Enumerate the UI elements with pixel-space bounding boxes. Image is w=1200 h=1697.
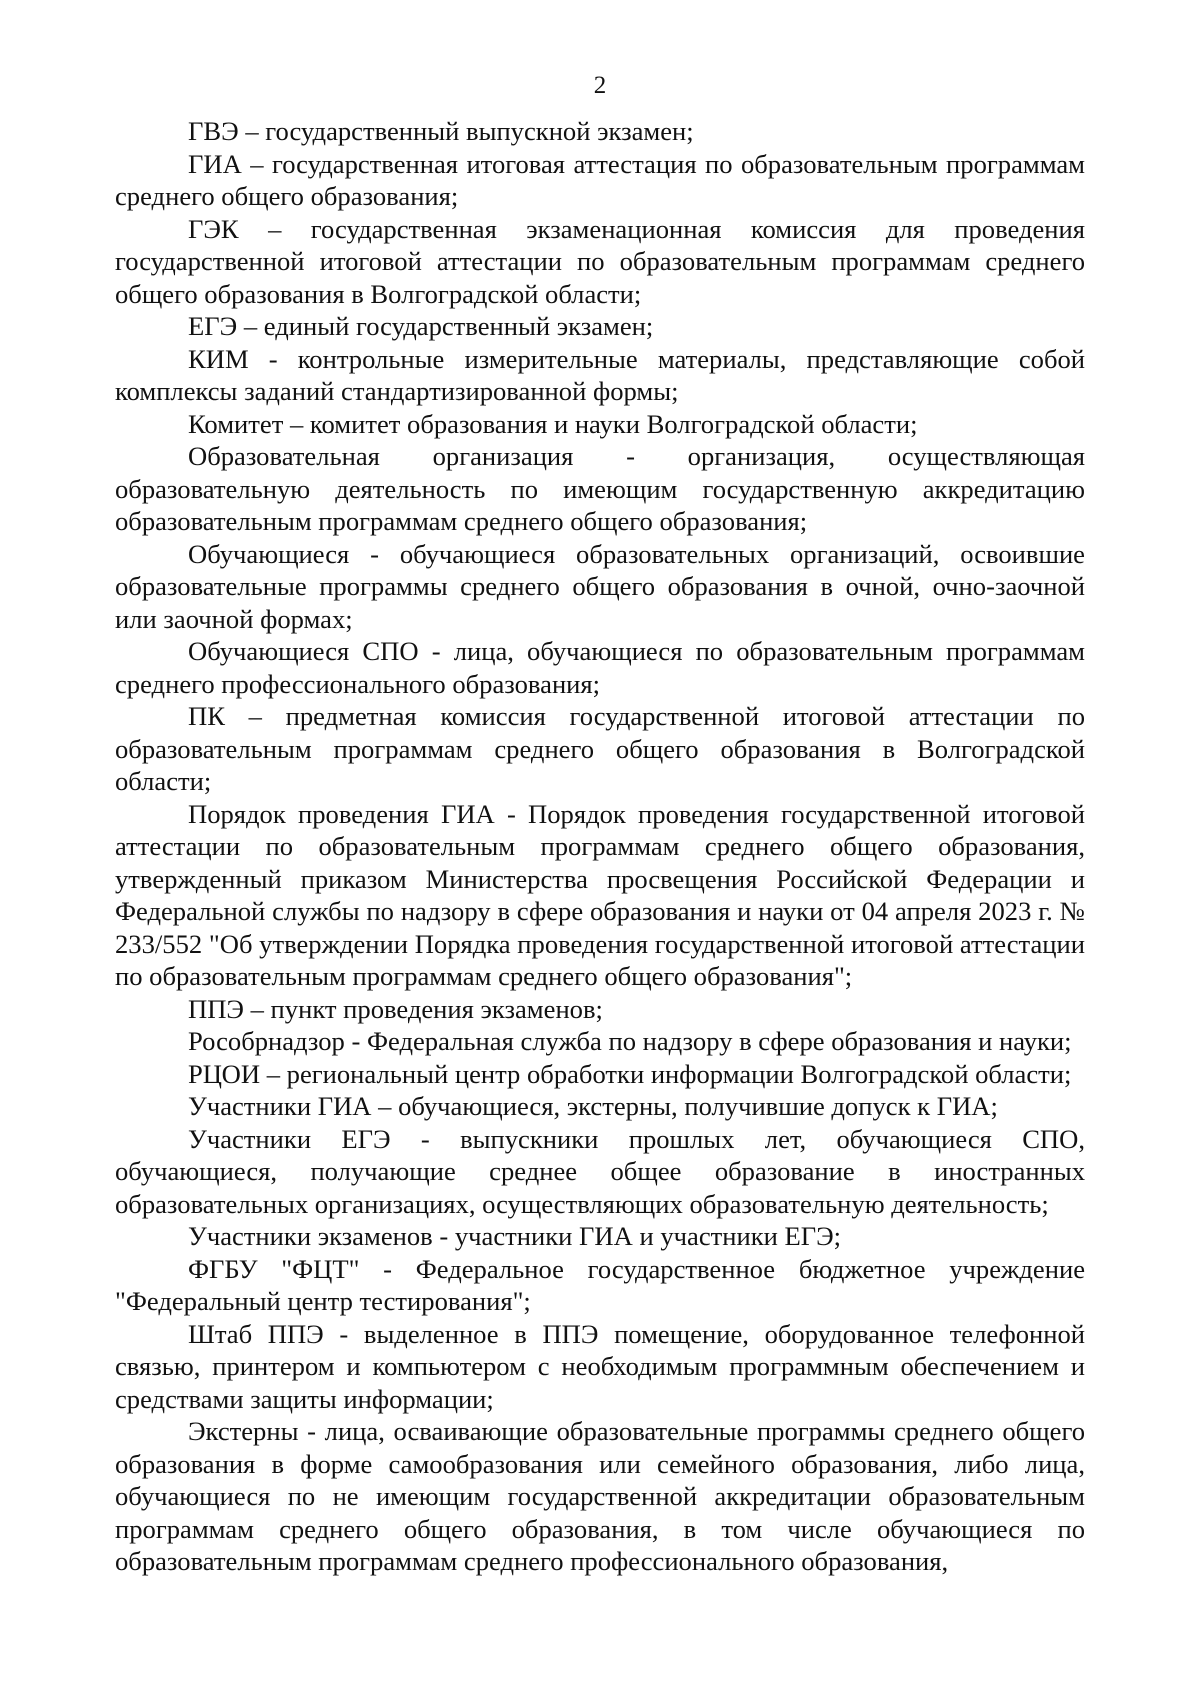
definition-paragraph-students-spo: Обучающиеся СПО - лица, обучающиеся по образовательным программам среднего профессионального образования; — [115, 636, 1085, 699]
definition-paragraph-ppe-headquarters: Штаб ППЭ - выделенное в ППЭ помещение, оборудованное телефонной связью, принтером и компьютером с необходимым программным обеспечением и средствами защиты информации; — [115, 1318, 1085, 1414]
definition-paragraph-gve: ГВЭ – государственный выпускной экзамен; — [188, 116, 694, 146]
definition-paragraph-students: Обучающиеся - обучающиеся образовательных организаций, освоившие образовательные программы среднего общего образования в очной, очно-заочной или заочной формах; — [115, 538, 1085, 634]
document-body — [115, 115, 1085, 1578]
definition-paragraph-external-students: Экстерны - лица, осваивающие образовательные программы среднего общего образования в форме самообразования или семейного образования, либо лица, обучающиеся по не имеющим государственной аккредитации образовательным программам среднего общего образования, в том числе обучающиеся по образовательным программам среднего профессионального образования, — [115, 1416, 1085, 1576]
definition-paragraph-ege: ЕГЭ – единый государственный экзамен; — [188, 311, 654, 341]
definition-paragraph-rosobrnadzor: Рособрнадзор - Федеральная служба по надзору в сфере образования и науки; — [188, 1026, 1072, 1056]
definition-paragraph-fgbu-fct: ФГБУ "ФЦТ" - Федеральное государственное бюджетное учреждение "Федеральный центр тестирования"; — [115, 1253, 1085, 1316]
definition-paragraph-ege-participants: Участники ЕГЭ - выпускники прошлых лет, обучающиеся СПО, обучающиеся, получающие среднее общее образование в иностранных образовательных организациях, осуществляющих образовательную деятельность; — [115, 1123, 1085, 1219]
definition-paragraph-committee: Комитет – комитет образования и науки Волгоградской области; — [188, 408, 918, 439]
definition-paragraph-rcoi: РЦОИ – региональный центр обработки информации Волгоградской области; — [188, 1058, 1072, 1089]
page-number: 2 — [593, 72, 607, 99]
definition-paragraph-gek: ГЭК – государственная экзаменационная комиссия для проведения государственной итоговой аттестации по образовательным программам среднего общего образования в Волгоградской области; — [115, 213, 1085, 309]
definition-paragraph-kim: КИМ - контрольные измерительные материалы, представляющие собой комплексы заданий стандартизированной формы; — [115, 343, 1085, 406]
definition-paragraph-pk: ПК – предметная комиссия государственной итоговой аттестации по образовательным программам среднего общего образования в Волгоградской области; — [115, 701, 1085, 796]
definition-paragraph-gia-participants: Участники ГИА – обучающиеся, экстерны, получившие допуск к ГИА; — [188, 1091, 998, 1121]
definition-paragraph-gia-procedure: Порядок проведения ГИА - Порядок проведения государственной итоговой аттестации по образовательным программам среднего общего образования, утвержденный приказом Министерства просвещения Российской Федерации и Федеральной службы по надзору в сфере образования и науки от 04 апреля 2023 г. № 233/552 "Об утверждении Порядка проведения государственной итоговой аттестации по образовательным программам среднего общего образования"; — [115, 798, 1085, 991]
definition-paragraph-educational-organization: Образовательная организация - организация, осуществляющая образовательную деятельность по имеющим государственную аккредитацию образовательным программам среднего общего образования; — [115, 441, 1085, 536]
definition-paragraph-ppe: ППЭ – пункт проведения экзаменов; — [188, 993, 603, 1024]
definition-paragraph-gia: ГИА – государственная итоговая аттестация по образовательным программам среднего общего образования; — [115, 148, 1085, 211]
definition-paragraph-exam-participants: Участники экзаменов - участники ГИА и участники ЕГЭ; — [188, 1221, 842, 1251]
